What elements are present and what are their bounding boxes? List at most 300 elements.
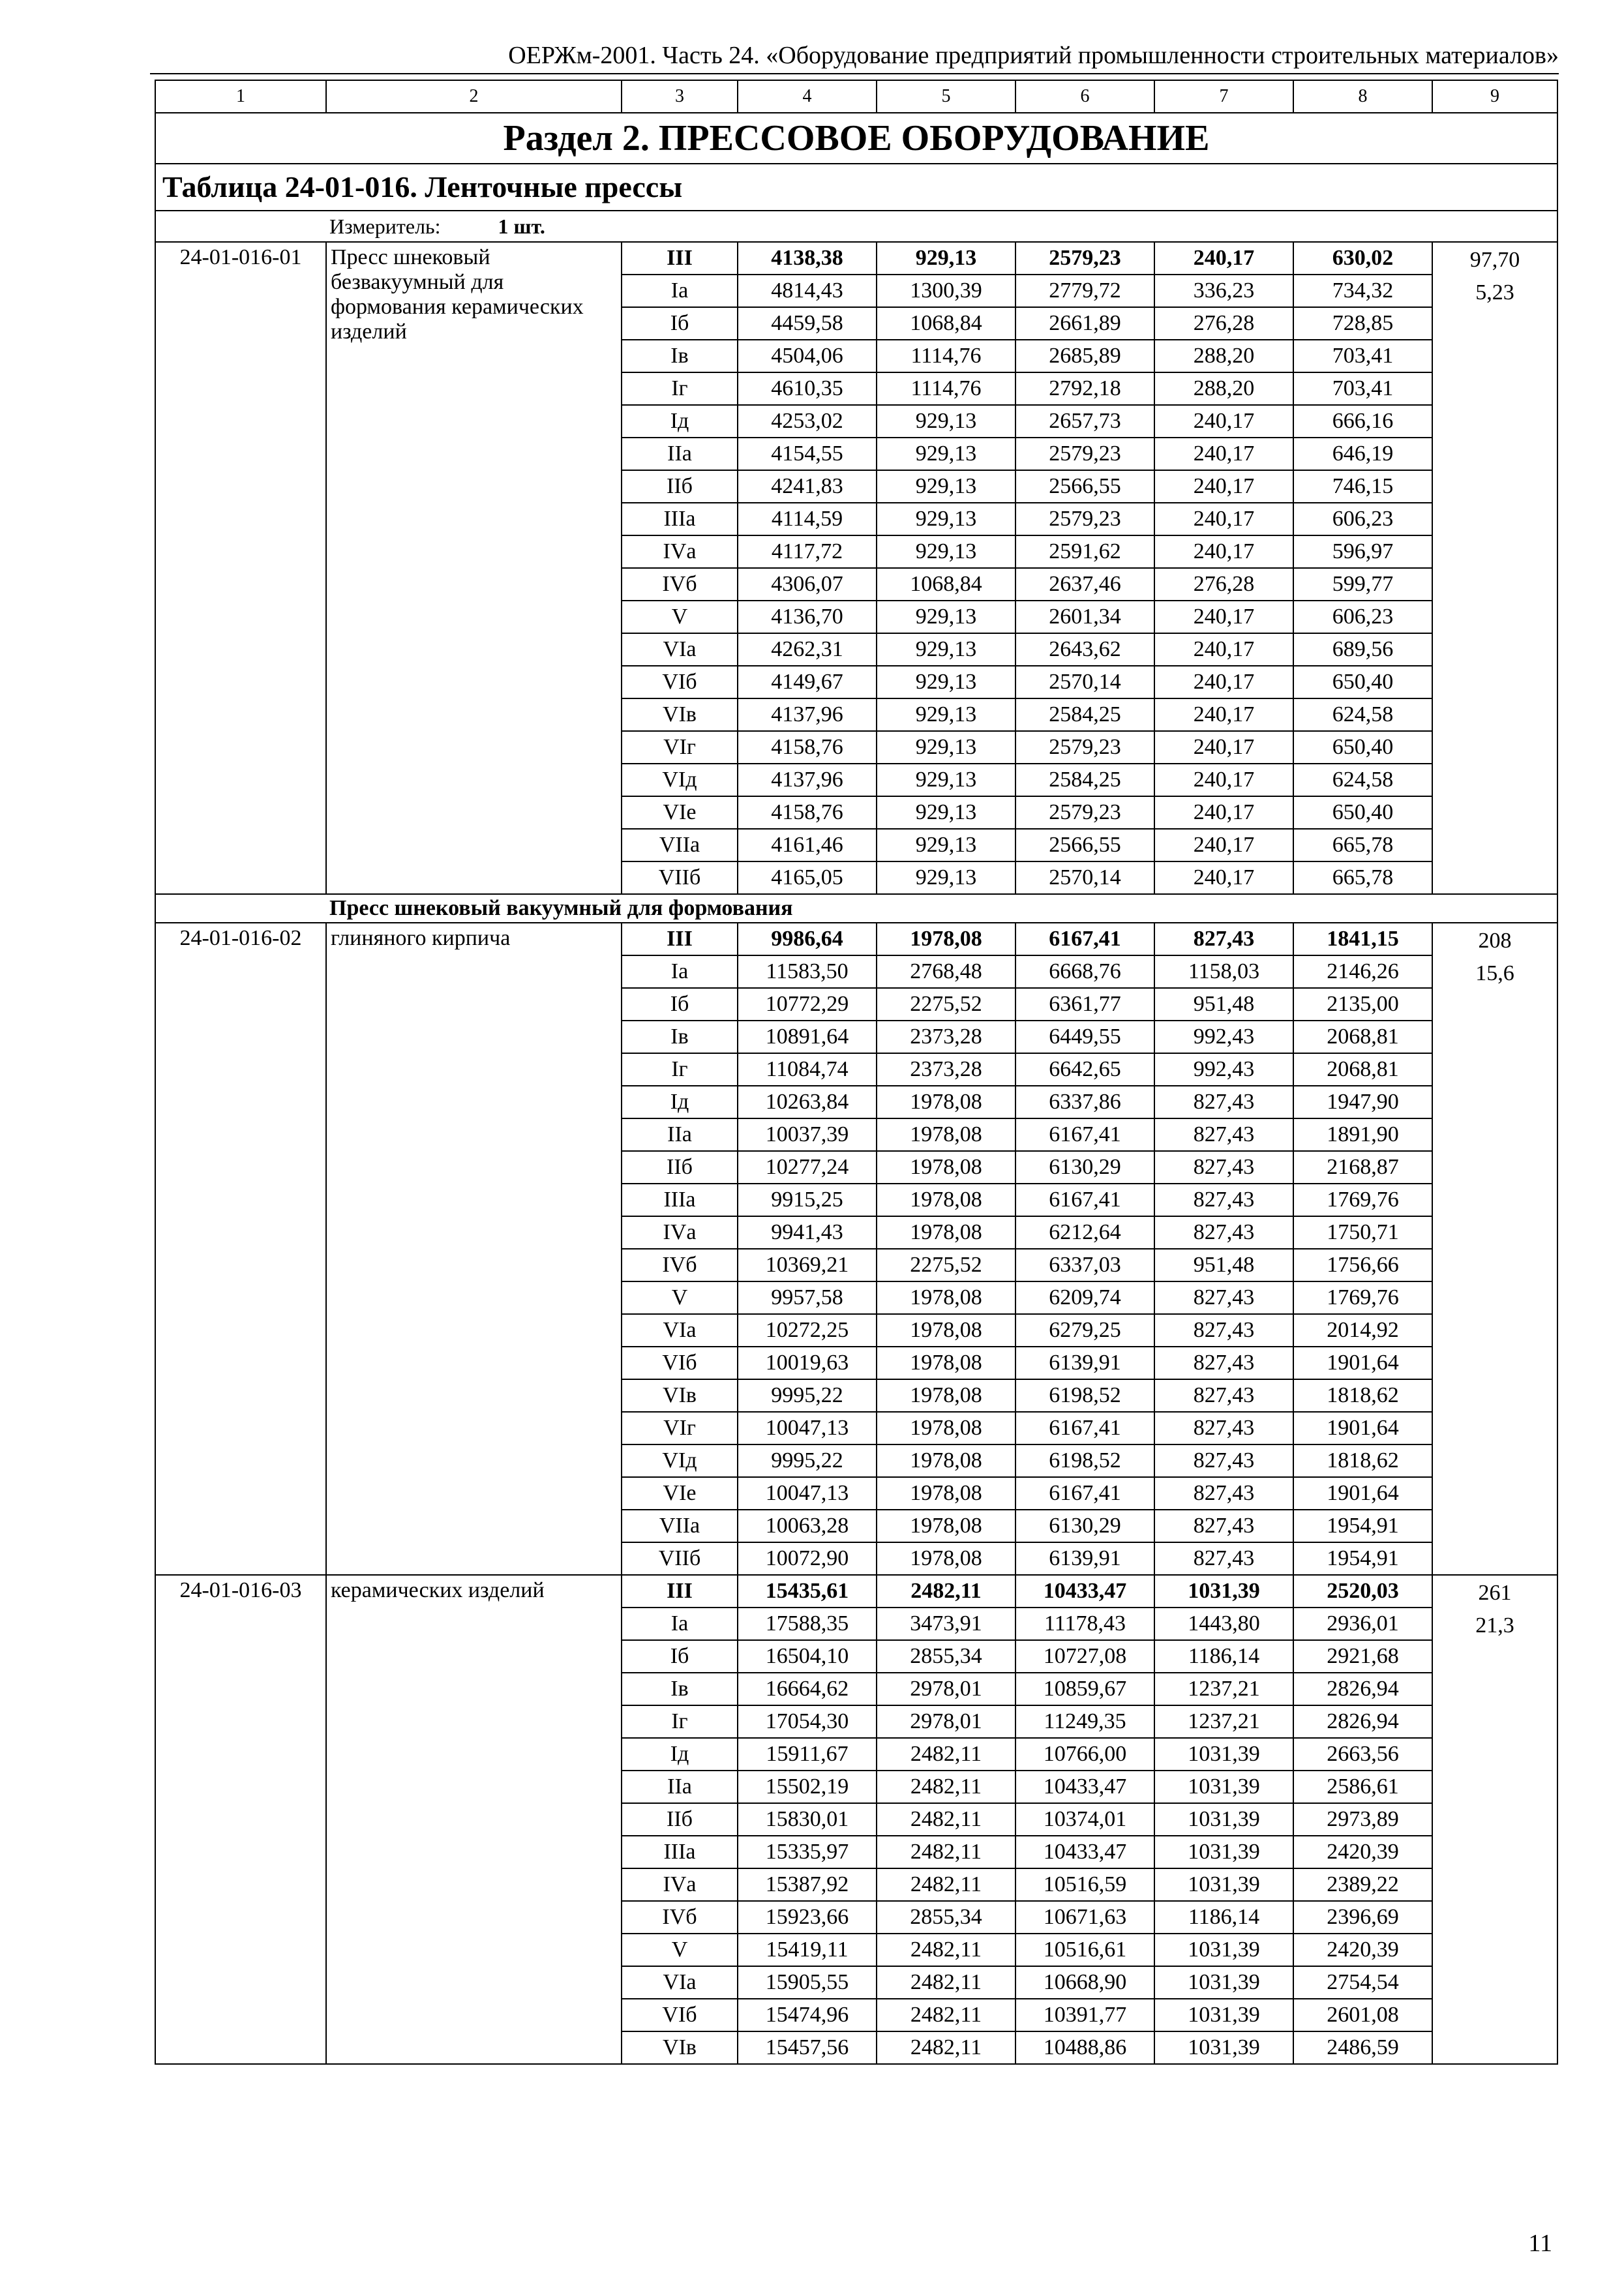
wages-cell: 1978,08 (877, 1542, 1015, 1575)
materials-cell: 746,15 (1293, 470, 1432, 503)
driver-wages-cell: 1031,39 (1154, 2031, 1293, 2064)
wages-cell: 2482,11 (877, 2031, 1015, 2064)
total-cost-cell: 15419,11 (738, 1934, 877, 1966)
driver-wages-cell: 1186,14 (1154, 1640, 1293, 1673)
zone-cell: VIб (622, 1347, 738, 1379)
total-cost-cell: 15923,66 (738, 1901, 877, 1934)
driver-wages-cell: 240,17 (1154, 666, 1293, 698)
driver-wages-cell: 827,43 (1154, 1510, 1293, 1542)
machine-cost-cell: 6209,74 (1015, 1281, 1154, 1314)
machine-cost-cell: 6198,52 (1015, 1379, 1154, 1412)
zone-cell: Iб (622, 988, 738, 1021)
zone-cell: VIд (622, 1444, 738, 1477)
zone-cell: IVб (622, 1901, 738, 1934)
driver-wages-cell: 827,43 (1154, 1542, 1293, 1575)
materials-cell: 2014,92 (1293, 1314, 1432, 1347)
wages-cell: 929,13 (877, 633, 1015, 666)
total-cost-cell: 9915,25 (738, 1184, 877, 1216)
machine-cost-cell: 6167,41 (1015, 1477, 1154, 1510)
materials-cell: 2663,56 (1293, 1738, 1432, 1771)
driver-wages-cell: 827,43 (1154, 1216, 1293, 1249)
machine-cost-cell: 10374,01 (1015, 1803, 1154, 1836)
wages-cell: 2482,11 (877, 1575, 1015, 1608)
driver-wages-cell: 827,43 (1154, 1184, 1293, 1216)
wages-cell: 2373,28 (877, 1053, 1015, 1086)
materials-cell: 2486,59 (1293, 2031, 1432, 2064)
total-cost-cell: 4814,43 (738, 275, 877, 307)
driver-wages-cell: 1186,14 (1154, 1901, 1293, 1934)
total-cost-cell: 10369,21 (738, 1249, 877, 1281)
wages-cell: 2482,11 (877, 1868, 1015, 1901)
zone-cell: Iг (622, 1053, 738, 1086)
wages-cell: 1978,08 (877, 923, 1015, 955)
zone-cell: VIа (622, 633, 738, 666)
zone-cell: IVб (622, 1249, 738, 1281)
section-title-row (155, 113, 1557, 164)
total-cost-cell: 15502,19 (738, 1771, 877, 1803)
machine-cost-cell: 10433,47 (1015, 1575, 1154, 1608)
wages-cell: 2482,11 (877, 1738, 1015, 1771)
total-cost-cell: 15911,67 (738, 1738, 877, 1771)
zone-cell: VIе (622, 1477, 738, 1510)
wages-cell: 929,13 (877, 438, 1015, 470)
group-heading-cell (155, 894, 1557, 923)
materials-cell: 665,78 (1293, 861, 1432, 894)
materials-cell: 2146,26 (1293, 955, 1432, 988)
zone-cell: Iв (622, 340, 738, 372)
wages-cell: 929,13 (877, 829, 1015, 861)
materials-cell: 703,41 (1293, 340, 1432, 372)
wages-cell: 2482,11 (877, 1934, 1015, 1966)
driver-wages-cell: 240,17 (1154, 405, 1293, 438)
materials-cell: 650,40 (1293, 796, 1432, 829)
driver-wages-cell: 827,43 (1154, 1281, 1293, 1314)
driver-wages-cell: 827,43 (1154, 923, 1293, 955)
wages-cell: 1978,08 (877, 1444, 1015, 1477)
materials-cell: 2754,54 (1293, 1966, 1432, 1999)
machine-cost-cell: 2657,73 (1015, 405, 1154, 438)
total-cost-cell: 4137,96 (738, 698, 877, 731)
zone-cell: VIIб (622, 861, 738, 894)
table-title: Таблица 24-01-016. Ленточные прессы (155, 164, 1557, 211)
wages-cell: 1978,08 (877, 1184, 1015, 1216)
wages-cell: 1978,08 (877, 1510, 1015, 1542)
machine-cost-cell: 6130,29 (1015, 1510, 1154, 1542)
materials-cell: 1818,62 (1293, 1444, 1432, 1477)
zone-cell: IVа (622, 1868, 738, 1901)
wages-cell: 929,13 (877, 731, 1015, 764)
machine-cost-cell: 2601,34 (1015, 601, 1154, 633)
materials-cell: 2601,08 (1293, 1999, 1432, 2031)
zone-cell: IVб (622, 568, 738, 601)
column-number: 9 (1432, 80, 1557, 113)
zone-cell: V (622, 1281, 738, 1314)
zone-cell: Iб (622, 1640, 738, 1673)
machine-cost-cell: 10516,59 (1015, 1868, 1154, 1901)
driver-wages-cell: 276,28 (1154, 307, 1293, 340)
total-cost-cell: 4154,55 (738, 438, 877, 470)
zone-cell: VIд (622, 764, 738, 796)
materials-cell: 734,32 (1293, 275, 1432, 307)
zone-cell: IIа (622, 438, 738, 470)
total-cost-cell: 15830,01 (738, 1803, 877, 1836)
driver-wages-cell: 240,17 (1154, 470, 1293, 503)
driver-wages-cell: 240,17 (1154, 698, 1293, 731)
machine-cost-cell: 2661,89 (1015, 307, 1154, 340)
driver-wages-cell: 240,17 (1154, 503, 1293, 535)
machine-cost-cell: 2570,14 (1015, 666, 1154, 698)
zone-cell: VIб (622, 666, 738, 698)
machine-cost-cell: 2584,25 (1015, 698, 1154, 731)
materials-cell: 2420,39 (1293, 1836, 1432, 1868)
price-table (155, 80, 1558, 2065)
machine-cost-cell: 2591,62 (1015, 535, 1154, 568)
machine-cost-cell: 2779,72 (1015, 275, 1154, 307)
driver-wages-cell: 1031,39 (1154, 1738, 1293, 1771)
total-cost-cell: 4306,07 (738, 568, 877, 601)
machine-cost-cell: 6167,41 (1015, 1118, 1154, 1151)
machine-cost-cell: 10391,77 (1015, 1999, 1154, 2031)
zone-cell: IIа (622, 1118, 738, 1151)
total-cost-cell: 4158,76 (738, 796, 877, 829)
zone-cell: V (622, 601, 738, 633)
machine-cost-cell: 2792,18 (1015, 372, 1154, 405)
unit-value: 1 шт. (498, 215, 545, 238)
materials-cell: 1901,64 (1293, 1412, 1432, 1444)
driver-wages-cell: 240,17 (1154, 764, 1293, 796)
total-cost-cell: 10891,64 (738, 1021, 877, 1053)
machine-cost-cell: 2566,55 (1015, 829, 1154, 861)
driver-wages-cell: 1031,39 (1154, 1771, 1293, 1803)
driver-wages-cell: 1031,39 (1154, 1836, 1293, 1868)
column-number: 2 (326, 80, 622, 113)
total-cost-cell: 4241,83 (738, 470, 877, 503)
driver-wages-cell: 240,17 (1154, 438, 1293, 470)
machine-cost-cell: 6198,52 (1015, 1444, 1154, 1477)
total-cost-cell: 10277,24 (738, 1151, 877, 1184)
wages-cell: 1068,84 (877, 568, 1015, 601)
driver-wages-cell: 1237,21 (1154, 1673, 1293, 1705)
total-cost-cell: 9995,22 (738, 1444, 877, 1477)
wages-cell: 1978,08 (877, 1281, 1015, 1314)
driver-wages-cell: 992,43 (1154, 1021, 1293, 1053)
driver-wages-cell: 1031,39 (1154, 1868, 1293, 1901)
section-title: Раздел 2. ПРЕССОВОЕ ОБОРУДОВАНИЕ (155, 113, 1557, 164)
materials-cell: 596,97 (1293, 535, 1432, 568)
driver-wages-cell: 1031,39 (1154, 1934, 1293, 1966)
machine-cost-cell: 11178,43 (1015, 1608, 1154, 1640)
zone-cell: VIIа (622, 829, 738, 861)
machine-cost-cell: 2566,55 (1015, 470, 1154, 503)
total-cost-cell: 4161,46 (738, 829, 877, 861)
column-number: 7 (1154, 80, 1293, 113)
item-code: 24-01-016-01 (155, 242, 326, 894)
driver-wages-cell: 240,17 (1154, 731, 1293, 764)
total-cost-cell: 4165,05 (738, 861, 877, 894)
total-cost-cell: 4138,38 (738, 242, 877, 275)
total-cost-cell: 15335,97 (738, 1836, 877, 1868)
machine-cost-cell: 10488,86 (1015, 2031, 1154, 2064)
materials-cell: 606,23 (1293, 503, 1432, 535)
wages-cell: 1978,08 (877, 1412, 1015, 1444)
zone-cell: VIIб (622, 1542, 738, 1575)
materials-cell: 630,02 (1293, 242, 1432, 275)
total-cost-cell: 4610,35 (738, 372, 877, 405)
zone-cell: IIIа (622, 503, 738, 535)
machine-cost-cell: 2584,25 (1015, 764, 1154, 796)
zone-cell: IIб (622, 470, 738, 503)
item-name: керамических изделий (326, 1575, 622, 2064)
materials-cell: 1901,64 (1293, 1347, 1432, 1379)
column-number: 1 (155, 80, 326, 113)
driver-wages-cell: 240,17 (1154, 535, 1293, 568)
wages-cell: 2768,48 (877, 955, 1015, 988)
total-cost-cell: 10019,63 (738, 1347, 877, 1379)
machine-cost-cell: 6130,29 (1015, 1151, 1154, 1184)
materials-cell: 1841,15 (1293, 923, 1432, 955)
column-number: 5 (877, 80, 1015, 113)
wages-cell: 2275,52 (877, 988, 1015, 1021)
machine-cost-cell: 2579,23 (1015, 438, 1154, 470)
machine-cost-cell: 6139,91 (1015, 1347, 1154, 1379)
materials-cell: 2586,61 (1293, 1771, 1432, 1803)
machine-cost-cell: 10668,90 (1015, 1966, 1154, 1999)
wages-cell: 1978,08 (877, 1216, 1015, 1249)
machine-cost-cell: 2643,62 (1015, 633, 1154, 666)
column-number: 3 (622, 80, 738, 113)
machine-cost-cell: 10671,63 (1015, 1901, 1154, 1934)
machine-cost-cell: 10766,00 (1015, 1738, 1154, 1771)
zone-cell: Iв (622, 1021, 738, 1053)
labor-workers: 97,70 (1469, 248, 1520, 272)
wages-cell: 2855,34 (877, 1901, 1015, 1934)
zone-cell: VIIа (622, 1510, 738, 1542)
machine-cost-cell: 10433,47 (1015, 1836, 1154, 1868)
zone-cell: VIг (622, 1412, 738, 1444)
machine-cost-cell: 10727,08 (1015, 1640, 1154, 1673)
wages-cell: 929,13 (877, 861, 1015, 894)
materials-cell: 2921,68 (1293, 1640, 1432, 1673)
labor-workers: 261 (1478, 1581, 1512, 1605)
labor-drivers: 5,23 (1475, 280, 1514, 305)
labor-cost-cell (1432, 1575, 1557, 2064)
machine-cost-cell: 6279,25 (1015, 1314, 1154, 1347)
table-row (155, 242, 1557, 275)
wages-cell: 2855,34 (877, 1640, 1015, 1673)
materials-cell: 728,85 (1293, 307, 1432, 340)
zone-cell: VIг (622, 731, 738, 764)
wages-cell: 929,13 (877, 698, 1015, 731)
materials-cell: 2936,01 (1293, 1608, 1432, 1640)
driver-wages-cell: 1031,39 (1154, 1999, 1293, 2031)
machine-cost-cell: 2579,23 (1015, 242, 1154, 275)
wages-cell: 929,13 (877, 405, 1015, 438)
materials-cell: 2396,69 (1293, 1901, 1432, 1934)
total-cost-cell: 16664,62 (738, 1673, 877, 1705)
total-cost-cell: 4114,59 (738, 503, 877, 535)
wages-cell: 1114,76 (877, 340, 1015, 372)
driver-wages-cell: 288,20 (1154, 372, 1293, 405)
driver-wages-cell: 1031,39 (1154, 1966, 1293, 1999)
zone-cell: VIв (622, 2031, 738, 2064)
wages-cell: 3473,91 (877, 1608, 1015, 1640)
labor-drivers: 21,3 (1475, 1613, 1514, 1638)
total-cost-cell: 4117,72 (738, 535, 877, 568)
wages-cell: 929,13 (877, 470, 1015, 503)
unit-cell (155, 211, 1557, 242)
wages-cell: 1978,08 (877, 1118, 1015, 1151)
zone-cell: VIв (622, 1379, 738, 1412)
driver-wages-cell: 240,17 (1154, 861, 1293, 894)
zone-cell: VIб (622, 1999, 738, 2031)
machine-cost-cell: 2579,23 (1015, 796, 1154, 829)
materials-cell: 665,78 (1293, 829, 1432, 861)
zone-cell: IVа (622, 1216, 738, 1249)
total-cost-cell: 4459,58 (738, 307, 877, 340)
driver-wages-cell: 827,43 (1154, 1086, 1293, 1118)
wages-cell: 929,13 (877, 503, 1015, 535)
wages-cell: 1978,08 (877, 1347, 1015, 1379)
driver-wages-cell: 951,48 (1154, 1249, 1293, 1281)
labor-workers: 208 (1478, 929, 1512, 953)
total-cost-cell: 9986,64 (738, 923, 877, 955)
group-heading-row (155, 894, 1557, 923)
driver-wages-cell: 827,43 (1154, 1314, 1293, 1347)
materials-cell: 2973,89 (1293, 1803, 1432, 1836)
driver-wages-cell: 1031,39 (1154, 1575, 1293, 1608)
machine-cost-cell: 2685,89 (1015, 340, 1154, 372)
materials-cell: 2135,00 (1293, 988, 1432, 1021)
driver-wages-cell: 827,43 (1154, 1118, 1293, 1151)
column-number: 8 (1293, 80, 1432, 113)
total-cost-cell: 15457,56 (738, 2031, 877, 2064)
machine-cost-cell: 6449,55 (1015, 1021, 1154, 1053)
wages-cell: 2978,01 (877, 1673, 1015, 1705)
zone-cell: IIIа (622, 1184, 738, 1216)
wages-cell: 2978,01 (877, 1705, 1015, 1738)
wages-cell: 1978,08 (877, 1151, 1015, 1184)
total-cost-cell: 17588,35 (738, 1608, 877, 1640)
materials-cell: 2826,94 (1293, 1673, 1432, 1705)
materials-cell: 689,56 (1293, 633, 1432, 666)
driver-wages-cell: 240,17 (1154, 633, 1293, 666)
total-cost-cell: 10047,13 (738, 1412, 877, 1444)
zone-cell: VIв (622, 698, 738, 731)
wages-cell: 2482,11 (877, 1771, 1015, 1803)
wages-cell: 929,13 (877, 242, 1015, 275)
machine-cost-cell: 6167,41 (1015, 1184, 1154, 1216)
driver-wages-cell: 336,23 (1154, 275, 1293, 307)
wages-cell: 1300,39 (877, 275, 1015, 307)
total-cost-cell: 4504,06 (738, 340, 877, 372)
wages-cell: 1978,08 (877, 1086, 1015, 1118)
machine-cost-cell: 6668,76 (1015, 955, 1154, 988)
total-cost-cell: 4136,70 (738, 601, 877, 633)
zone-cell: Iг (622, 372, 738, 405)
total-cost-cell: 15435,61 (738, 1575, 877, 1608)
driver-wages-cell: 827,43 (1154, 1379, 1293, 1412)
materials-cell: 2420,39 (1293, 1934, 1432, 1966)
driver-wages-cell: 1237,21 (1154, 1705, 1293, 1738)
machine-cost-cell: 10433,47 (1015, 1771, 1154, 1803)
wages-cell: 2482,11 (877, 1966, 1015, 1999)
wages-cell: 1068,84 (877, 307, 1015, 340)
total-cost-cell: 4158,76 (738, 731, 877, 764)
total-cost-cell: 10047,13 (738, 1477, 877, 1510)
labor-drivers: 15,6 (1475, 961, 1514, 985)
page-number: 11 (1528, 2230, 1552, 2257)
materials-cell: 1954,91 (1293, 1542, 1432, 1575)
total-cost-cell: 15474,96 (738, 1999, 877, 2031)
materials-cell: 624,58 (1293, 764, 1432, 796)
driver-wages-cell: 951,48 (1154, 988, 1293, 1021)
total-cost-cell: 10272,25 (738, 1314, 877, 1347)
wages-cell: 929,13 (877, 535, 1015, 568)
wages-cell: 929,13 (877, 764, 1015, 796)
zone-cell: Iд (622, 405, 738, 438)
table-row (155, 1575, 1557, 1608)
item-name: Пресс шнековый безвакуумный для формования керамических изделий (326, 242, 622, 894)
driver-wages-cell: 827,43 (1154, 1412, 1293, 1444)
total-cost-cell: 10263,84 (738, 1086, 877, 1118)
zone-cell: VIа (622, 1966, 738, 1999)
machine-cost-cell: 6361,77 (1015, 988, 1154, 1021)
zone-cell: IIб (622, 1803, 738, 1836)
materials-cell: 606,23 (1293, 601, 1432, 633)
wages-cell: 929,13 (877, 601, 1015, 633)
materials-cell: 2068,81 (1293, 1021, 1432, 1053)
materials-cell: 1901,64 (1293, 1477, 1432, 1510)
total-cost-cell: 10063,28 (738, 1510, 877, 1542)
materials-cell: 1756,66 (1293, 1249, 1432, 1281)
total-cost-cell: 17054,30 (738, 1705, 877, 1738)
wages-cell: 929,13 (877, 796, 1015, 829)
total-cost-cell: 4149,67 (738, 666, 877, 698)
zone-cell: VIа (622, 1314, 738, 1347)
wages-cell: 1978,08 (877, 1379, 1015, 1412)
materials-cell: 2389,22 (1293, 1868, 1432, 1901)
total-cost-cell: 9995,22 (738, 1379, 877, 1412)
zone-cell: V (622, 1934, 738, 1966)
zone-cell: III (622, 242, 738, 275)
machine-cost-cell: 6139,91 (1015, 1542, 1154, 1575)
driver-wages-cell: 827,43 (1154, 1151, 1293, 1184)
total-cost-cell: 4262,31 (738, 633, 877, 666)
machine-cost-cell: 6337,86 (1015, 1086, 1154, 1118)
materials-cell: 703,41 (1293, 372, 1432, 405)
driver-wages-cell: 1031,39 (1154, 1803, 1293, 1836)
unit-row (155, 211, 1557, 242)
wages-cell: 2482,11 (877, 1803, 1015, 1836)
labor-cost-cell (1432, 242, 1557, 894)
materials-cell: 1947,90 (1293, 1086, 1432, 1118)
materials-cell: 1818,62 (1293, 1379, 1432, 1412)
item-code: 24-01-016-02 (155, 923, 326, 1575)
driver-wages-cell: 1443,80 (1154, 1608, 1293, 1640)
machine-cost-cell: 10516,61 (1015, 1934, 1154, 1966)
total-cost-cell: 4137,96 (738, 764, 877, 796)
header-rule (150, 73, 1559, 74)
wages-cell: 2275,52 (877, 1249, 1015, 1281)
table-title-row (155, 164, 1557, 211)
driver-wages-cell: 827,43 (1154, 1444, 1293, 1477)
materials-cell: 1769,76 (1293, 1281, 1432, 1314)
machine-cost-cell: 6337,03 (1015, 1249, 1154, 1281)
total-cost-cell: 15905,55 (738, 1966, 877, 1999)
materials-cell: 1750,71 (1293, 1216, 1432, 1249)
total-cost-cell: 15387,92 (738, 1868, 877, 1901)
materials-cell: 650,40 (1293, 731, 1432, 764)
